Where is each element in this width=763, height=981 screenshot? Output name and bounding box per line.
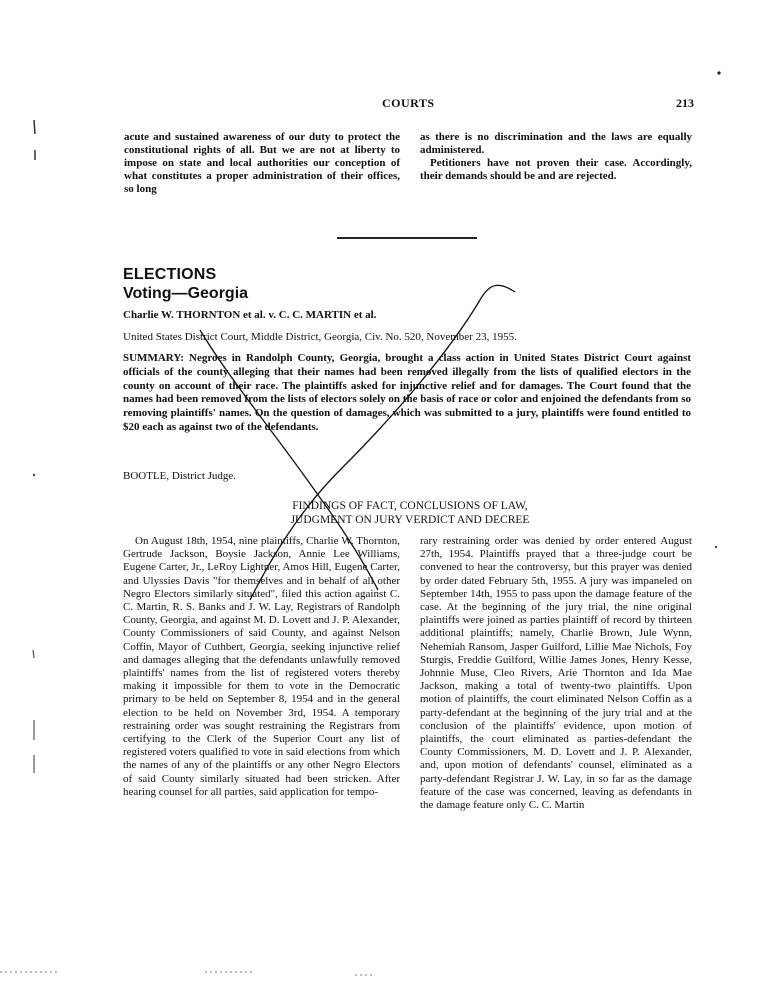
margin-speck-3 <box>33 650 34 658</box>
judge-line: BOOTLE, District Judge. <box>123 470 237 482</box>
section-heading: ELECTIONS <box>123 266 217 283</box>
summary-label: SUMMARY: <box>123 352 184 364</box>
page-number: 213 <box>676 96 694 110</box>
bottom-edge-noise <box>0 972 375 975</box>
case-title: Charlie W. THORNTON et al. v. C. C. MARTIN et al. <box>123 309 377 321</box>
margin-dot-1 <box>717 71 720 74</box>
previous-case-paragraph-1: as there is no discrimination and the laws are equally administered. <box>420 131 692 156</box>
margin-dot-2 <box>33 474 35 476</box>
running-head-title: COURTS <box>382 96 435 110</box>
findings-heading-line-1: FINDINGS OF FACT, CONCLUSIONS OF LAW, <box>292 500 528 512</box>
margin-dot-3 <box>715 546 717 548</box>
court-citation: United States District Court, Middle District, Georgia, Civ. No. 520, November 23, 1955. <box>123 331 517 343</box>
margin-speck-1 <box>34 120 35 134</box>
body-left-paragraph: On August 18th, 1954, nine plaintiffs, Charlie W. Thornton, Gertrude Jackson, Boysie Jackson, Annie Lee Williams, Eugene Carter, Jr., LeRoy Lightner, Amos Hill, Eugene Carter, and Ulyssies Davis "for themselves and in behalf of all other Negro Electors similarly situated", filed this action against C. C. Martin, R. S. Banks and J. W. Lay, Registrars of Randolph County, Georgia, and against M. D. Lovett and J. P. Alexander, County Commissioners of said County, and against Nelson Coffin, Mayor of Cuthbert, Georgia, seeking injunctive relief and damages alleging that the defendants unlawfully removed plaintiffs' names from the list of registered voters thereby making it impossible for them to vote in the Democratic primary to be held on September 8, 1954 and in the general election to be held on November 3rd, 1954. A temporary restraining order was sought restraining the Registrars from certifying to the Clerk of the Superior Court any list of registered voters qualified to vote in said elections from which the names of any of the plaintiffs or any other Negro Electors of said County similarly situated had been stricken. After hearing counsel for all parties, said application for tempo- <box>123 535 400 798</box>
subsection-heading: Voting—Georgia <box>123 285 249 302</box>
summary-text: Negroes in Randolph County, Georgia, brought a class action in United States District Court against officials of the county alleging that their names had been removed illegally from the lists of qualified electors in the county on account of their race. The plaintiffs asked for injunctive relief and for damages. The Court found that the names had been removed from the lists of electors solely on the basis of race or color and enjoined the defendants from so removing plaintiffs' names. On the question of damages, which was submitted to a jury, plaintiffs were found entitled to $20 each as against two of the defendants. <box>123 352 692 433</box>
pen-stroke-diagonal-up <box>250 285 515 600</box>
body-right-column: rary restraining order was denied by order entered August 27th, 1954. Plaintiffs prayed that a three-judge court be convened to hear the controversy, but this prayer was denied by order dated February 5th, 1955. A jury was impaneled on September 14th, 1955 to pass upon the damage feature of the case. At the beginning of the jury trial, the nine original plaintiffs were joined as parties plaintiff of record by thirteen additional plaintiffs; namely, Charlie Brown, Jule Wynn, Nehemiah Ransom, Jasper Guilford, Lillie Mae Nichols, Foy Sturgis, Freddie Guilford, Willie James Jones, Henry Kesse, Johnnie Muse, Cleo Rivers, Arie Thornton and Ida Mae Jackson, making a total of twenty-two plaintiffs. Upon motion of plaintiffs, the court eliminated Nelson Coffin as a party-defendant at the beginning of the jury trial and at the conclusion of the plaintiffs' evidence, upon motion of plaintiffs, the court eliminated as parties-defendant the County Commissioners, M. D. Lovett and J. P. Alexander, and, upon motion of defendants' counsel, eliminated as a party-defendant Registrar J. W. Lay, in so far as the damage feature of the case was concerned, leaving as defendants in the damage feature only C. C. Martin <box>420 535 692 812</box>
previous-case-paragraph-2: Petitioners have not proven their case. Accordingly, their demands should be and are rejected. <box>420 157 692 182</box>
pen-stroke-diagonal-down <box>200 330 378 590</box>
findings-heading-line-2: JUDGMENT ON JURY VERDICT AND DECREE <box>290 514 530 526</box>
previous-case-text-left: acute and sustained awareness of our duty to protect the constitutional rights of all. But we are not at liberty to impose on state and local authorities our conception of what constitutes a proper administration of their offices, so long <box>124 131 400 195</box>
